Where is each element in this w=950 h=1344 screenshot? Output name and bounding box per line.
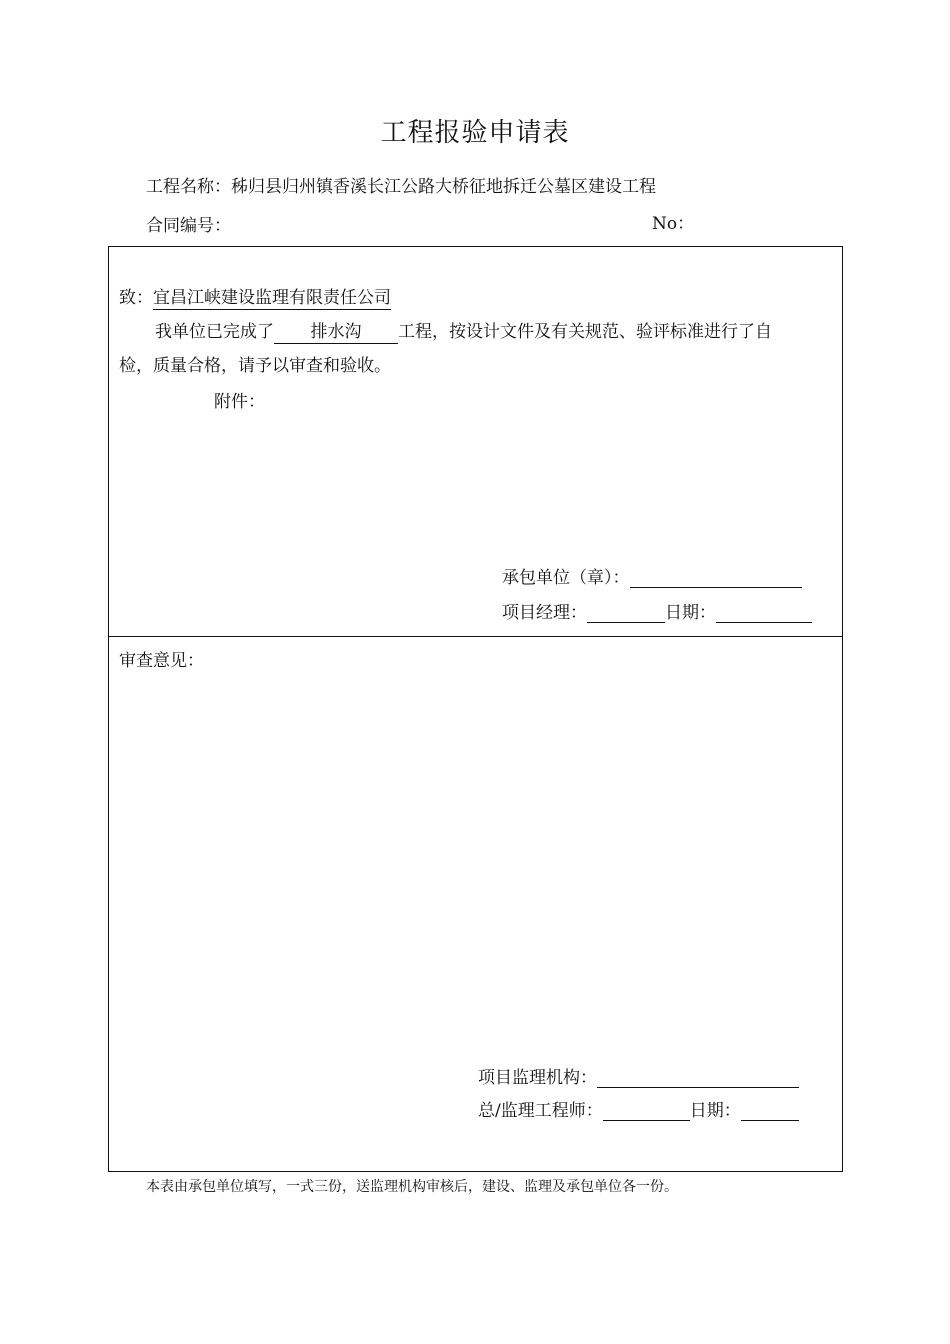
manager-label: 项目经理：: [502, 603, 587, 623]
project-name-row: [146, 172, 656, 197]
supervision-date-label: 日期：: [689, 1101, 741, 1121]
contract-number-label: 合同编号：: [146, 216, 231, 236]
manager-date-line: [716, 603, 812, 623]
supervision-engineer-line: [603, 1101, 690, 1121]
work-item-value: 排水沟: [274, 317, 398, 344]
contractor-row: [502, 563, 802, 588]
manager-signature-line: [587, 603, 665, 623]
no-label: No：: [652, 214, 695, 234]
supervision-org-line: [597, 1068, 799, 1088]
supervision-engineer-label: 总/监理工程师：: [478, 1101, 603, 1121]
supervision-engineer-row: [478, 1096, 799, 1121]
footnote: 本表由承包单位填写，一式三份，送监理机构审核后，建设、监理及承包单位各一份。: [146, 1179, 678, 1195]
contractor-signature-line: [630, 568, 802, 588]
review-opinion-label: 审查意见：: [119, 651, 204, 671]
completion-statement-line1: [155, 317, 772, 344]
project-name-value: 秭归县归州镇香溪长江公路大桥征地拆迁公墓区建设工程: [231, 177, 656, 197]
addressee-row: [119, 283, 391, 308]
manager-date-label: 日期：: [665, 603, 716, 623]
page-title: 工程报验申请表: [380, 118, 570, 148]
addressee-value: 宜昌江峡建设监理有限责任公司: [153, 288, 391, 308]
contractor-label: 承包单位（章）：: [502, 568, 630, 588]
completion-statement-line2: 检，质量合格，请予以审查和验收。: [119, 356, 391, 376]
form-table: [108, 246, 843, 1172]
supervision-org-row: [478, 1063, 799, 1088]
section-divider: [109, 636, 842, 637]
completion-suffix: 工程，按设计文件及有关规范、验评标准进行了自: [398, 322, 772, 342]
supervision-date-line: [741, 1101, 799, 1121]
manager-row: [502, 598, 812, 623]
addressee-label: 致：: [119, 288, 153, 308]
attachment-label: 附件：: [214, 392, 265, 412]
supervision-org-label: 项目监理机构：: [478, 1068, 597, 1088]
project-name-label: 工程名称：: [146, 177, 231, 197]
completion-prefix: 我单位已完成了: [155, 322, 274, 342]
